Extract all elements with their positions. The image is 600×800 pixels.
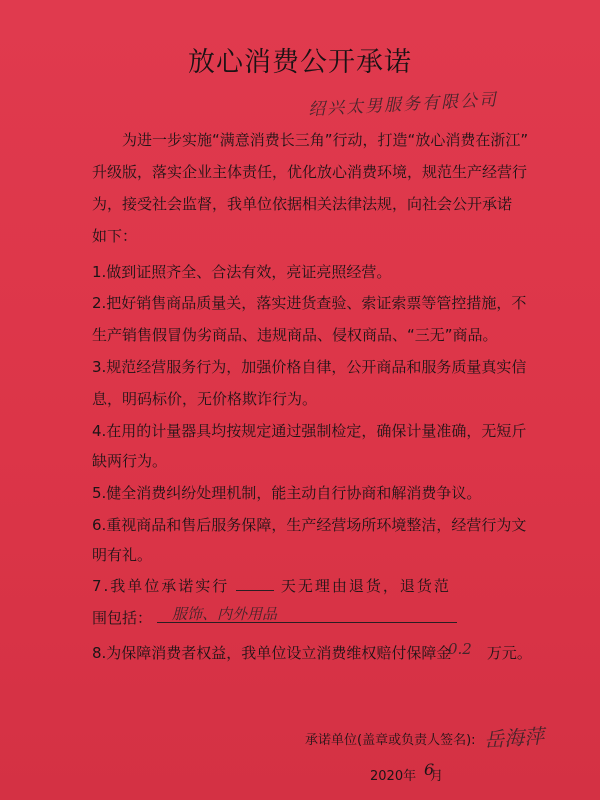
item-7-line2-prefix: 围包括： bbox=[92, 609, 153, 627]
commitment-item-1: 1.做到证照齐全、合法有效，亮证亮照经营。 bbox=[92, 263, 392, 281]
commitment-item-2-line-2: 生产销售假冒伪劣商品、违规商品、侵权商品、“三无”商品。 bbox=[92, 326, 498, 344]
commitment-item-2-line-1: 2.把好销售商品质量关，落实进货查验、索证索票等管控措施，不 bbox=[92, 294, 527, 312]
date-month-handwritten: 6 bbox=[424, 760, 435, 779]
item-8-suffix: 万元。 bbox=[486, 644, 532, 662]
commitment-item-3-line-2: 息，明码标价，无价格欺诈行为。 bbox=[92, 390, 318, 408]
company-name-handwritten: 绍兴太男服务有限公司 bbox=[307, 90, 499, 120]
commitment-item-4-line-2: 缺两行为。 bbox=[92, 452, 168, 470]
commitment-item-7-line-2 bbox=[92, 608, 532, 628]
deposit-amount-handwritten: 0.2 bbox=[448, 640, 472, 658]
date-year: 2020年 bbox=[370, 769, 417, 784]
item-7-prefix: 7.我单位承诺实行 bbox=[92, 577, 230, 595]
commitment-item-4-line-1: 4.在用的计量器具均按规定通过强制检定，确保计量准确，无短斤 bbox=[92, 422, 527, 440]
sign-label: 承诺单位(盖章或负责人签名): bbox=[305, 733, 476, 748]
item-7-suffix: 天无理由退货，退货范 bbox=[280, 577, 451, 595]
intro-line-4: 如下： bbox=[92, 227, 138, 245]
intro-line-1: 为进一步实施“满意消费长三角”行动，打造“放心消费在浙江” bbox=[122, 131, 529, 149]
refund-scope-handwritten: 服饰、内外用品 bbox=[172, 605, 278, 623]
item-8-prefix: 8.为保障消费者权益，我单位设立消费维权赔付保障金 bbox=[92, 644, 452, 662]
signature-handwritten: 岳海萍 bbox=[483, 723, 545, 753]
commitment-item-6-line-1: 6.重视商品和售后服务保障，生产经营场所环境整洁，经营行为文 bbox=[92, 516, 527, 534]
commitment-item-5: 5.健全消费纠纷处理机制，能主动自行协商和解消费争议。 bbox=[92, 484, 482, 502]
commitment-item-7-line-1 bbox=[92, 576, 532, 596]
commitment-item-6-line-2: 明有礼。 bbox=[92, 546, 153, 564]
document-title: 放心消费公开承诺 bbox=[188, 47, 412, 78]
commitment-item-3-line-1: 3.规范经营服务行为，加强价格自律，公开商品和服务质量真实信 bbox=[92, 358, 527, 376]
date-suffix: 月 bbox=[430, 769, 444, 784]
intro-line-3: 为，接受社会监督，我单位依据相关法律法规，向社会公开承诺 bbox=[92, 195, 513, 213]
return-days-blank bbox=[236, 576, 274, 591]
intro-line-2: 升级版，落实企业主体责任，优化放心消费环境，规范生产经营行 bbox=[92, 163, 528, 181]
